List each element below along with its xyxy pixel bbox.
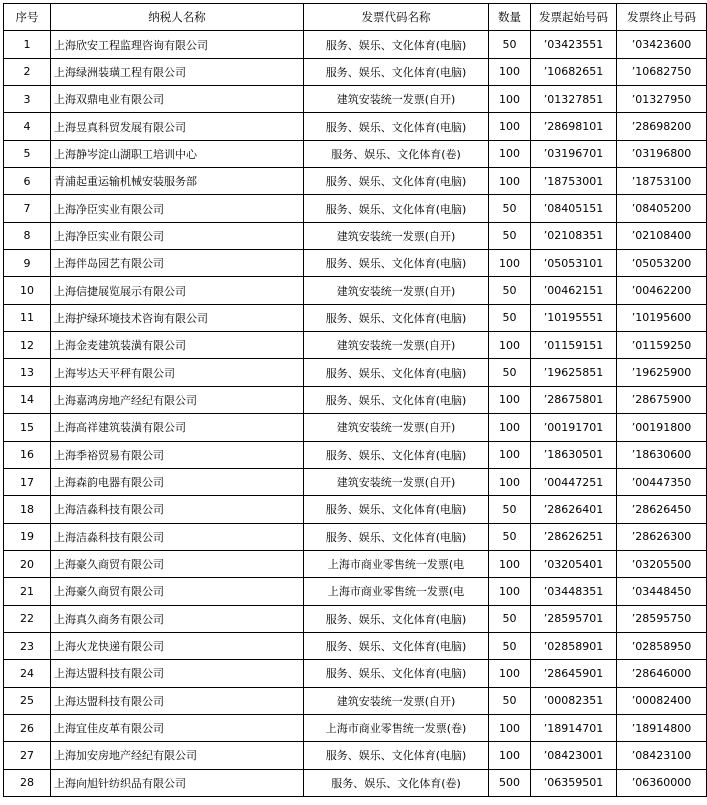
row-start-number: ’18753001: [531, 168, 617, 195]
row-start-number: ’03196701: [531, 140, 617, 167]
row-start-number: ’02108351: [531, 222, 617, 249]
table-row: [4, 578, 707, 605]
table-row: [4, 605, 707, 632]
row-seq: 9: [4, 250, 51, 277]
row-taxpayer-name: 上海欣安工程监理咨询有限公司: [51, 31, 304, 58]
row-quantity: 50: [489, 222, 531, 249]
row-taxpayer-name: 青浦起重运输机械安装服务部: [51, 168, 304, 195]
row-invoice-type: 服务、娱乐、文化体育(电脑): [304, 359, 489, 386]
row-end-number: ’02858950: [617, 632, 707, 659]
row-taxpayer-name: 上海真久商务有限公司: [51, 605, 304, 632]
row-end-number: ’19625900: [617, 359, 707, 386]
row-taxpayer-name: 上海加安房地产经纪有限公司: [51, 742, 304, 769]
row-end-number: ’28675900: [617, 386, 707, 413]
row-invoice-type: 建筑安装统一发票(自开): [304, 222, 489, 249]
row-quantity: 100: [489, 113, 531, 140]
row-start-number: ’02858901: [531, 632, 617, 659]
row-seq: 26: [4, 714, 51, 741]
row-invoice-type: 服务、娱乐、文化体育(电脑): [304, 31, 489, 58]
row-start-number: ’00447251: [531, 468, 617, 495]
invoice-table: [3, 3, 707, 797]
row-quantity: 100: [489, 441, 531, 468]
row-seq: 21: [4, 578, 51, 605]
row-taxpayer-name: 上海洁淼科技有限公司: [51, 523, 304, 550]
row-quantity: 50: [489, 687, 531, 714]
row-invoice-type: 服务、娱乐、文化体育(电脑): [304, 742, 489, 769]
row-invoice-type: 服务、娱乐、文化体育(电脑): [304, 523, 489, 550]
row-seq: 20: [4, 550, 51, 577]
row-taxpayer-name: 上海高祥建筑装潢有限公司: [51, 414, 304, 441]
header-row: [4, 4, 707, 31]
row-start-number: ’00082351: [531, 687, 617, 714]
table-row: [4, 386, 707, 413]
row-seq: 19: [4, 523, 51, 550]
row-taxpayer-name: 上海向旭针纺织品有限公司: [51, 769, 304, 796]
row-end-number: ’03205500: [617, 550, 707, 577]
row-end-number: ’01327950: [617, 86, 707, 113]
row-quantity: 500: [489, 769, 531, 796]
row-end-number: ’10682750: [617, 58, 707, 85]
row-invoice-type: 建筑安装统一发票(自开): [304, 277, 489, 304]
row-invoice-type: 服务、娱乐、文化体育(电脑): [304, 113, 489, 140]
row-quantity: 100: [489, 414, 531, 441]
row-seq: 7: [4, 195, 51, 222]
row-invoice-type: 上海市商业零售统一发票(电: [304, 550, 489, 577]
row-taxpayer-name: 上海季裕贸易有限公司: [51, 441, 304, 468]
row-seq: 15: [4, 414, 51, 441]
row-taxpayer-name: 上海净臣实业有限公司: [51, 222, 304, 249]
row-taxpayer-name: 上海达盟科技有限公司: [51, 660, 304, 687]
table-row: [4, 250, 707, 277]
row-invoice-type: 建筑安装统一发票(自开): [304, 332, 489, 359]
row-invoice-type: 服务、娱乐、文化体育(电脑): [304, 441, 489, 468]
row-end-number: ’01159250: [617, 332, 707, 359]
row-start-number: ’08405151: [531, 195, 617, 222]
row-start-number: ’03423551: [531, 31, 617, 58]
table-row: [4, 195, 707, 222]
table-row: [4, 140, 707, 167]
table-row: [4, 31, 707, 58]
row-invoice-type: 服务、娱乐、文化体育(电脑): [304, 168, 489, 195]
row-start-number: ’28626401: [531, 496, 617, 523]
row-invoice-type: 上海市商业零售统一发票(卷): [304, 714, 489, 741]
row-taxpayer-name: 上海达盟科技有限公司: [51, 687, 304, 714]
row-invoice-type: 上海市商业零售统一发票(电: [304, 578, 489, 605]
row-seq: 24: [4, 660, 51, 687]
table-row: [4, 277, 707, 304]
row-end-number: ’28646000: [617, 660, 707, 687]
row-start-number: ’28698101: [531, 113, 617, 140]
row-seq: 10: [4, 277, 51, 304]
table-row: [4, 113, 707, 140]
row-invoice-type: 服务、娱乐、文化体育(电脑): [304, 632, 489, 659]
row-end-number: ’00447350: [617, 468, 707, 495]
row-start-number: ’28626251: [531, 523, 617, 550]
row-start-number: ’01159151: [531, 332, 617, 359]
header-quantity: 数量: [489, 4, 531, 31]
row-start-number: ’28675801: [531, 386, 617, 413]
row-seq: 27: [4, 742, 51, 769]
row-seq: 4: [4, 113, 51, 140]
row-end-number: ’28626450: [617, 496, 707, 523]
row-taxpayer-name: 上海绿洲装璜工程有限公司: [51, 58, 304, 85]
row-end-number: ’28698200: [617, 113, 707, 140]
row-quantity: 50: [489, 523, 531, 550]
table-row: [4, 414, 707, 441]
row-start-number: ’18630501: [531, 441, 617, 468]
row-quantity: 50: [489, 277, 531, 304]
table-row: [4, 632, 707, 659]
row-taxpayer-name: 上海嘉鸿房地产经纪有限公司: [51, 386, 304, 413]
table-row: [4, 742, 707, 769]
row-quantity: 100: [489, 468, 531, 495]
header-start-number: 发票起始号码: [531, 4, 617, 31]
row-taxpayer-name: 上海宜佳皮革有限公司: [51, 714, 304, 741]
row-end-number: ’05053200: [617, 250, 707, 277]
header-end-number: 发票终止号码: [617, 4, 707, 31]
row-taxpayer-name: 上海豪久商贸有限公司: [51, 550, 304, 577]
table-row: [4, 714, 707, 741]
row-taxpayer-name: 上海伴岛园艺有限公司: [51, 250, 304, 277]
table-row: [4, 168, 707, 195]
row-end-number: ’06360000: [617, 769, 707, 796]
row-quantity: 100: [489, 332, 531, 359]
row-quantity: 100: [489, 714, 531, 741]
header-seq: 序号: [4, 4, 51, 31]
table-row: [4, 687, 707, 714]
row-start-number: ’00191701: [531, 414, 617, 441]
row-quantity: 100: [489, 660, 531, 687]
row-invoice-type: 建筑安装统一发票(自开): [304, 86, 489, 113]
row-end-number: ’08405200: [617, 195, 707, 222]
row-quantity: 50: [489, 359, 531, 386]
row-seq: 3: [4, 86, 51, 113]
row-invoice-type: 服务、娱乐、文化体育(电脑): [304, 250, 489, 277]
row-start-number: ’03448351: [531, 578, 617, 605]
row-quantity: 100: [489, 550, 531, 577]
row-end-number: ’28626300: [617, 523, 707, 550]
row-seq: 8: [4, 222, 51, 249]
row-quantity: 50: [489, 195, 531, 222]
row-taxpayer-name: 上海信捷展览展示有限公司: [51, 277, 304, 304]
row-start-number: ’10195551: [531, 304, 617, 331]
row-start-number: ’01327851: [531, 86, 617, 113]
row-invoice-type: 服务、娱乐、文化体育(电脑): [304, 386, 489, 413]
row-taxpayer-name: 上海金麦建筑装潢有限公司: [51, 332, 304, 359]
row-seq: 12: [4, 332, 51, 359]
row-seq: 17: [4, 468, 51, 495]
row-end-number: ’00082400: [617, 687, 707, 714]
row-end-number: ’03196800: [617, 140, 707, 167]
row-quantity: 50: [489, 31, 531, 58]
row-seq: 18: [4, 496, 51, 523]
row-seq: 5: [4, 140, 51, 167]
row-taxpayer-name: 上海昱真科贸发展有限公司: [51, 113, 304, 140]
row-invoice-type: 服务、娱乐、文化体育(电脑): [304, 304, 489, 331]
row-seq: 25: [4, 687, 51, 714]
table-row: [4, 660, 707, 687]
row-end-number: ’18914800: [617, 714, 707, 741]
row-seq: 23: [4, 632, 51, 659]
row-taxpayer-name: 上海洁淼科技有限公司: [51, 496, 304, 523]
row-quantity: 50: [489, 496, 531, 523]
row-quantity: 50: [489, 605, 531, 632]
table-row: [4, 86, 707, 113]
row-seq: 16: [4, 441, 51, 468]
row-end-number: ’02108400: [617, 222, 707, 249]
row-invoice-type: 服务、娱乐、文化体育(卷): [304, 769, 489, 796]
row-invoice-type: 服务、娱乐、文化体育(电脑): [304, 660, 489, 687]
table-row: [4, 769, 707, 796]
table-row: [4, 58, 707, 85]
row-quantity: 100: [489, 58, 531, 85]
table-row: [4, 304, 707, 331]
row-end-number: ’03448450: [617, 578, 707, 605]
row-end-number: ’18753100: [617, 168, 707, 195]
row-taxpayer-name: 上海岑达天平秤有限公司: [51, 359, 304, 386]
row-invoice-type: 服务、娱乐、文化体育(电脑): [304, 605, 489, 632]
row-end-number: ’03423600: [617, 31, 707, 58]
row-quantity: 100: [489, 168, 531, 195]
row-start-number: ’05053101: [531, 250, 617, 277]
row-start-number: ’28595701: [531, 605, 617, 632]
table-row: [4, 468, 707, 495]
row-end-number: ’10195600: [617, 304, 707, 331]
row-quantity: 100: [489, 386, 531, 413]
row-start-number: ’03205401: [531, 550, 617, 577]
row-end-number: ’18630600: [617, 441, 707, 468]
row-quantity: 100: [489, 742, 531, 769]
row-quantity: 100: [489, 578, 531, 605]
row-end-number: ’08423100: [617, 742, 707, 769]
row-invoice-type: 服务、娱乐、文化体育(电脑): [304, 496, 489, 523]
row-taxpayer-name: 上海双鼎电业有限公司: [51, 86, 304, 113]
row-quantity: 100: [489, 250, 531, 277]
row-quantity: 100: [489, 140, 531, 167]
row-invoice-type: 服务、娱乐、文化体育(电脑): [304, 195, 489, 222]
table-row: [4, 222, 707, 249]
row-seq: 14: [4, 386, 51, 413]
row-invoice-type: 建筑安装统一发票(自开): [304, 687, 489, 714]
row-quantity: 50: [489, 632, 531, 659]
row-invoice-type: 建筑安装统一发票(自开): [304, 468, 489, 495]
row-start-number: ’19625851: [531, 359, 617, 386]
table-body: [4, 31, 707, 797]
row-start-number: ’08423001: [531, 742, 617, 769]
row-taxpayer-name: 上海豪久商贸有限公司: [51, 578, 304, 605]
row-invoice-type: 服务、娱乐、文化体育(卷): [304, 140, 489, 167]
row-invoice-type: 服务、娱乐、文化体育(电脑): [304, 58, 489, 85]
row-end-number: ’00191800: [617, 414, 707, 441]
row-seq: 6: [4, 168, 51, 195]
row-quantity: 50: [489, 304, 531, 331]
row-start-number: ’28645901: [531, 660, 617, 687]
table-row: [4, 359, 707, 386]
row-seq: 2: [4, 58, 51, 85]
row-quantity: 100: [489, 86, 531, 113]
row-taxpayer-name: 上海静岑淀山湖职工培训中心: [51, 140, 304, 167]
row-taxpayer-name: 上海净臣实业有限公司: [51, 195, 304, 222]
row-taxpayer-name: 上海护绿环境技术咨询有限公司: [51, 304, 304, 331]
header-invoice-type: 发票代码名称: [304, 4, 489, 31]
row-start-number: ’00462151: [531, 277, 617, 304]
row-seq: 11: [4, 304, 51, 331]
table-row: [4, 550, 707, 577]
row-end-number: ’00462200: [617, 277, 707, 304]
row-seq: 1: [4, 31, 51, 58]
table-row: [4, 496, 707, 523]
row-seq: 28: [4, 769, 51, 796]
header-taxpayer-name: 纳税人名称: [51, 4, 304, 31]
row-start-number: ’06359501: [531, 769, 617, 796]
table-row: [4, 441, 707, 468]
table-row: [4, 332, 707, 359]
row-invoice-type: 建筑安装统一发票(自开): [304, 414, 489, 441]
row-taxpayer-name: 上海火龙快递有限公司: [51, 632, 304, 659]
row-taxpayer-name: 上海森韵电器有限公司: [51, 468, 304, 495]
row-end-number: ’28595750: [617, 605, 707, 632]
row-seq: 22: [4, 605, 51, 632]
row-start-number: ’18914701: [531, 714, 617, 741]
table-row: [4, 523, 707, 550]
row-start-number: ’10682651: [531, 58, 617, 85]
row-seq: 13: [4, 359, 51, 386]
